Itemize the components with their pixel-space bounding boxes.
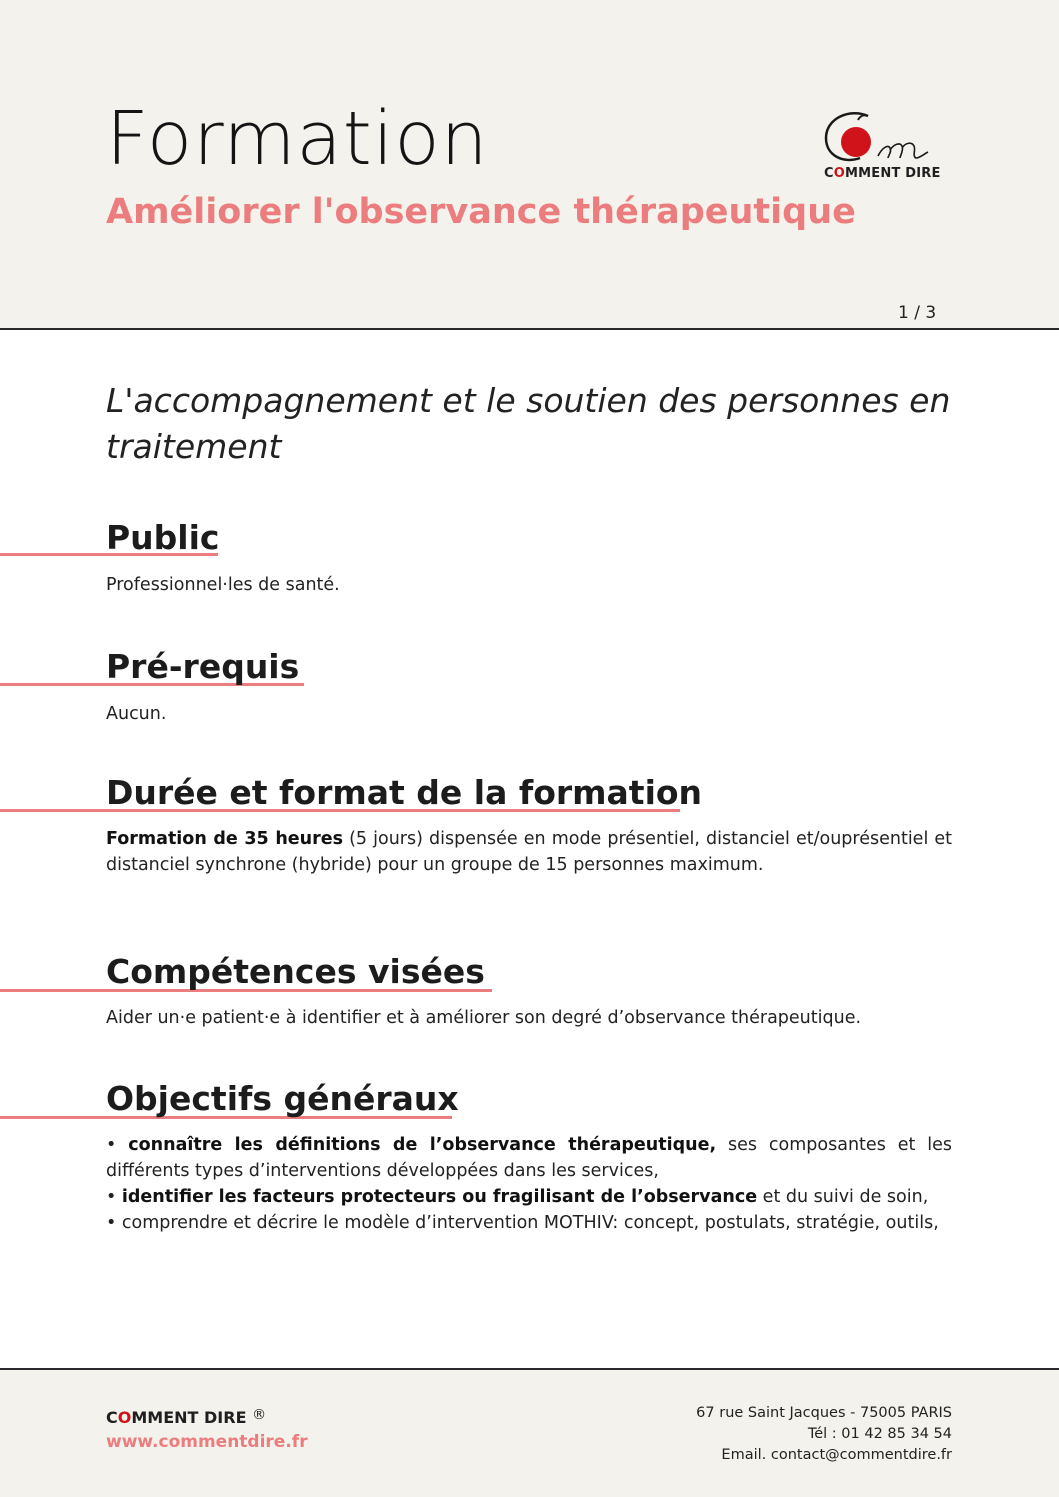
section-title-prerequis: Pré-requis [106, 647, 300, 686]
section-title-competences: Compétences visées [106, 952, 485, 991]
section-title-duree: Durée et format de la formation [106, 773, 703, 812]
duree-text [106, 826, 952, 878]
duree-rest: (5 jours) dispensée en mode présentiel, distanciel et/ouprésentiel et distanciel synchrone (hybride) pour un groupe de 15 personnes maximum. [106, 829, 952, 875]
lead-heading: L'accompagnement et le soutien des personnes en traitement [106, 381, 951, 466]
page-title: Formation [106, 96, 489, 182]
section-title-public: Public [106, 518, 220, 557]
page-number: 1 / 3 [898, 303, 937, 323]
footer-address: 67 rue Saint Jacques - 75005 PARIS [696, 1405, 952, 1421]
logo-monogram-icon [820, 108, 950, 168]
objectifs-list [106, 1132, 952, 1236]
footer-phone: Tél : 01 42 85 34 54 [807, 1426, 952, 1442]
competences-text: Aider un·e patient·e à identifier et à améliorer son degré d’observance thérapeutique. [106, 1008, 862, 1028]
footer-brand: COMMENT DIRE ® [106, 1407, 267, 1427]
logo-wordmark: COMMENT DIRE [824, 166, 941, 181]
duree-bold: Formation de 35 heures [106, 829, 344, 849]
footer-email[interactable]: Email. contact@commentdire.fr [721, 1447, 952, 1463]
list-item: • connaître les définitions de l’observance thérapeutique, ses composantes et les différents types d’interventions développées dans les services, [106, 1135, 953, 1181]
page-subtitle: Améliorer l'observance thérapeutique [106, 192, 856, 232]
footer-contact [696, 1403, 952, 1466]
list-item: • identifier les facteurs protecteurs ou fragilisant de l’observance et du suivi de soin, [106, 1187, 929, 1207]
list-item: • comprendre et décrire le modèle d’intervention MOTHIV: concept, postulats, stratégie, outils, [106, 1213, 939, 1233]
prerequis-text: Aucun. [106, 704, 167, 724]
comment-dire-logo [820, 108, 950, 186]
footer-website-link[interactable]: www.commentdire.fr [106, 1432, 308, 1452]
section-title-objectifs: Objectifs généraux [106, 1079, 459, 1118]
registered-mark: ® [252, 1407, 267, 1423]
public-text: Professionnel·les de santé. [106, 575, 340, 595]
